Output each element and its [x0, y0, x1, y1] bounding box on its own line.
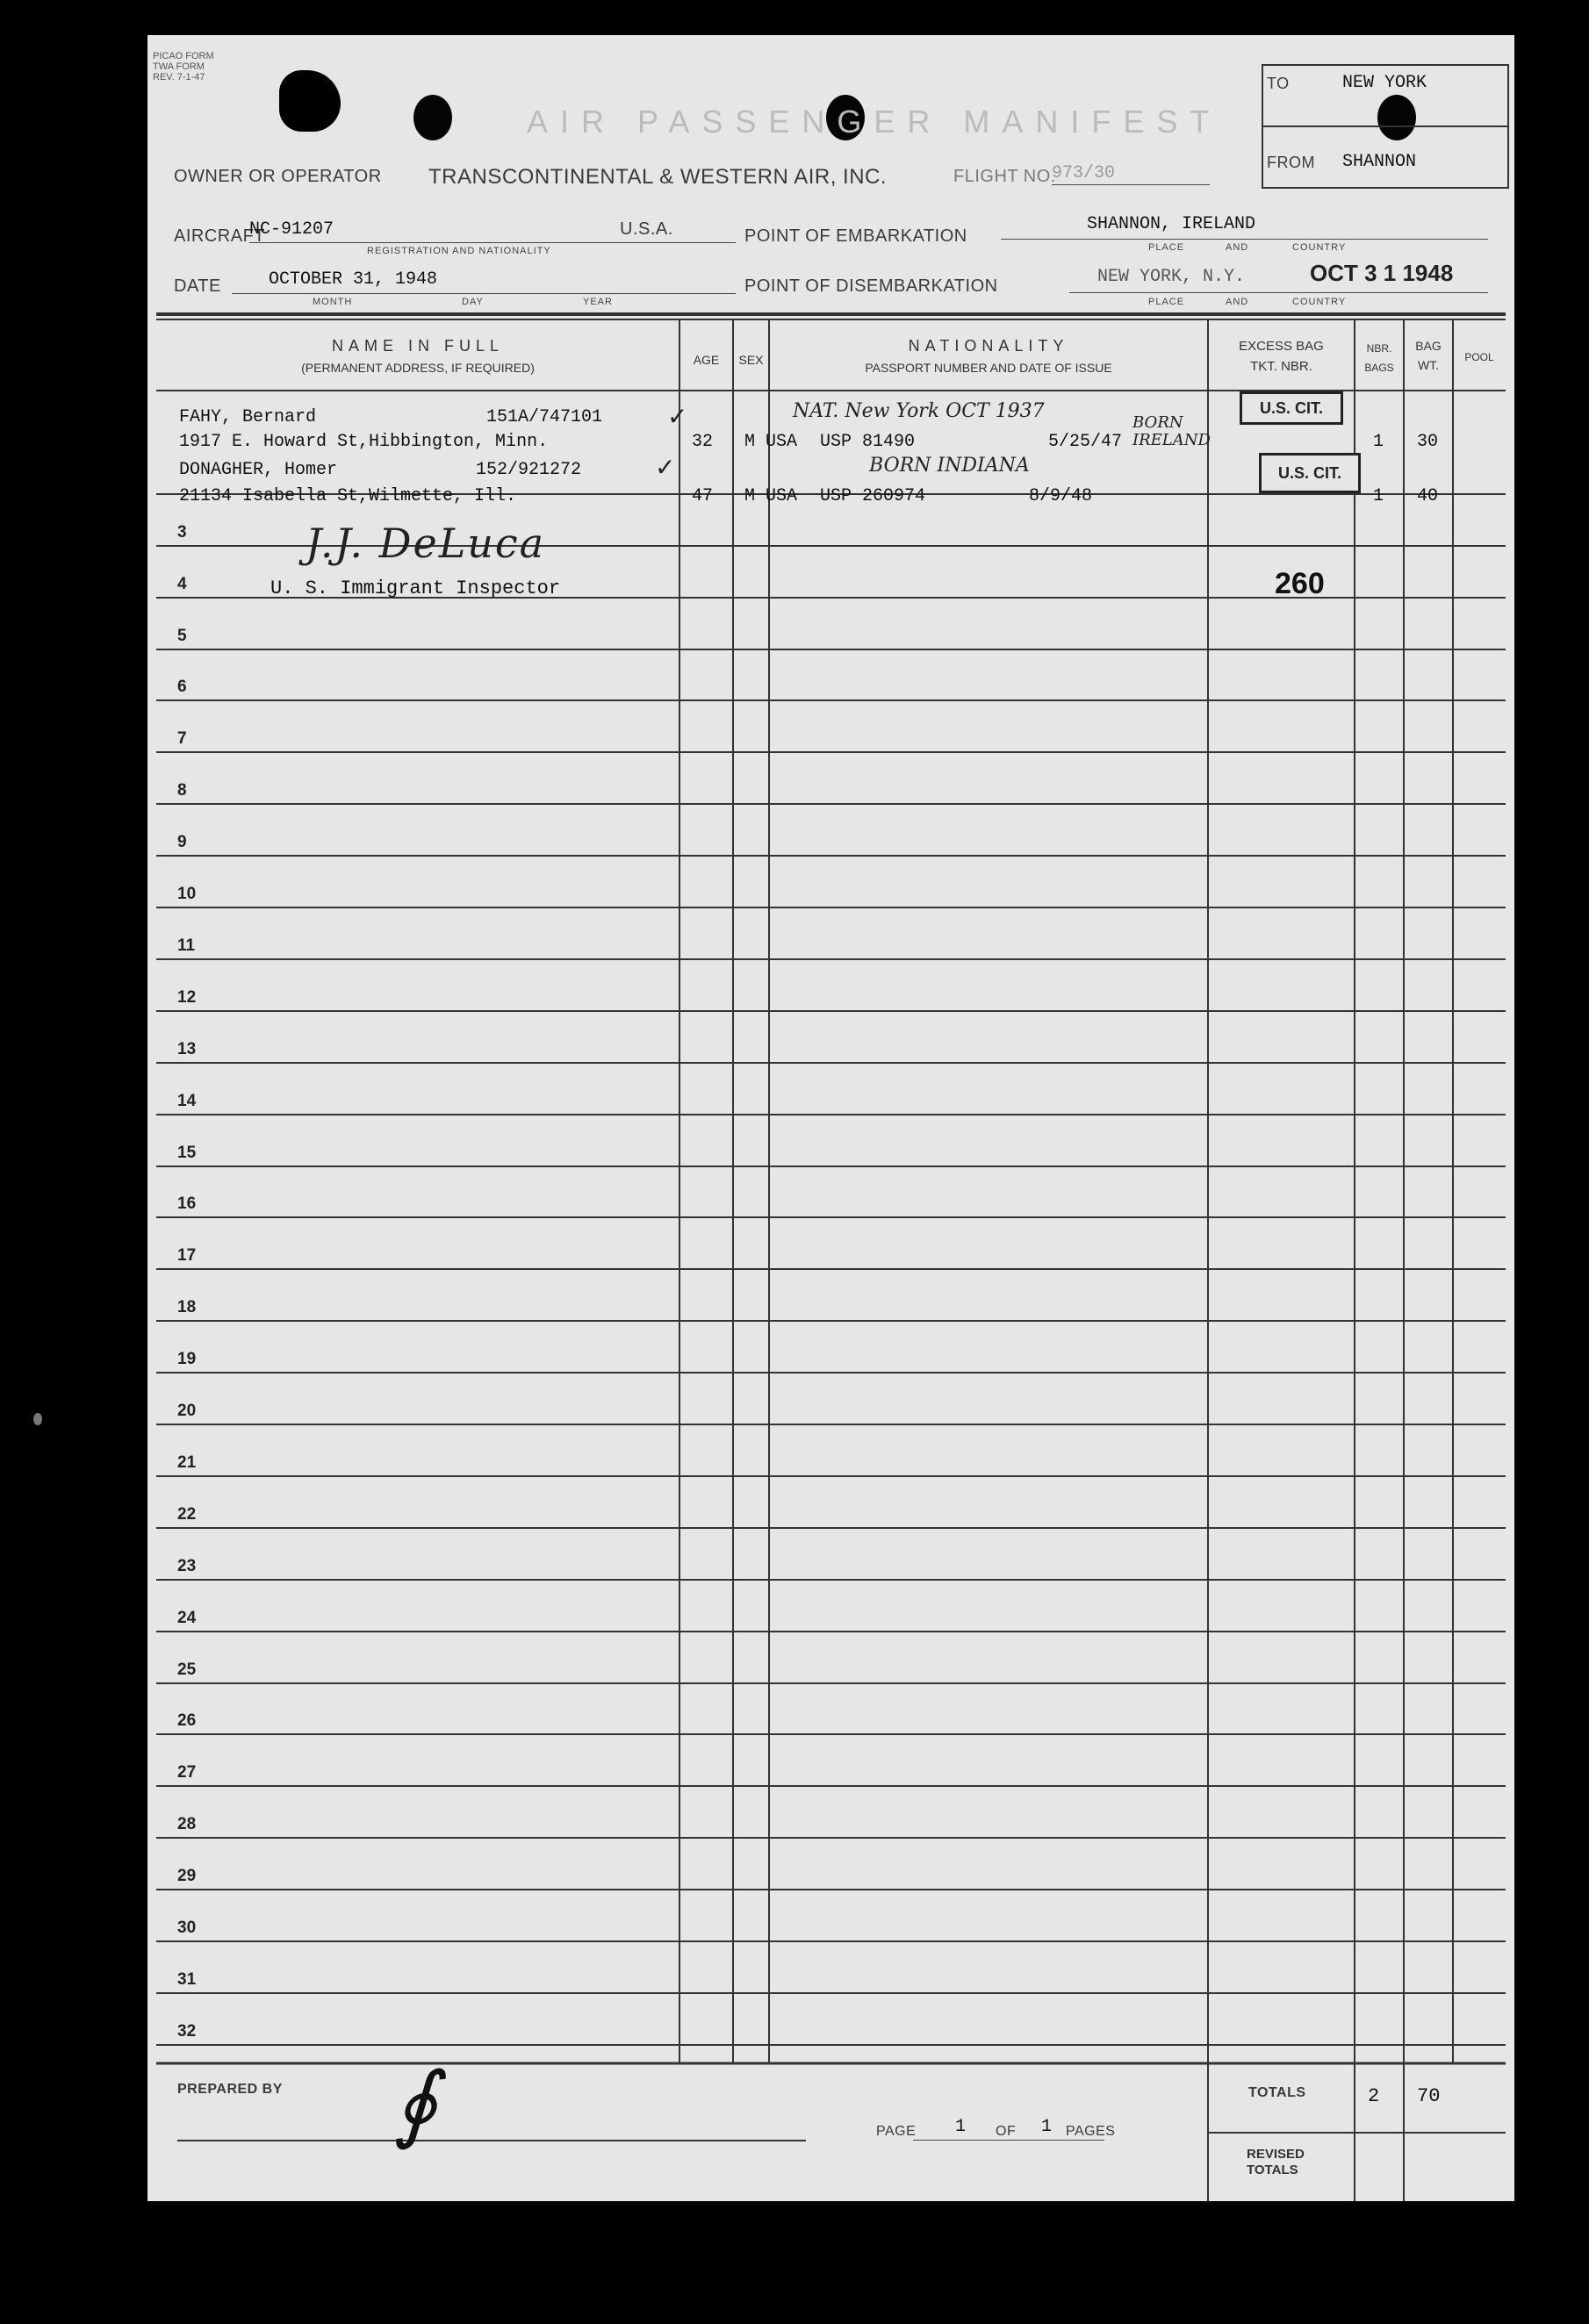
aircraft-nationality: U.S.A. [620, 219, 673, 239]
page-value: 1 [955, 2117, 967, 2137]
bag-count: 1 [1373, 486, 1384, 506]
to-label: TO [1267, 75, 1290, 92]
citizen-stamp: U.S. CIT. [1259, 453, 1361, 493]
place-sub-2: PLACE [1148, 297, 1185, 307]
header-pool: POOL [1464, 351, 1494, 363]
bag-weight: 30 [1417, 432, 1439, 452]
row-number: 11 [177, 936, 196, 955]
owner-label: OWNER OR OPERATOR [174, 167, 382, 186]
of-label: OF [996, 2124, 1017, 2139]
passenger-age: 47 [692, 486, 714, 506]
passenger-nationality: USA [766, 486, 798, 506]
header-nationality: NATIONALITY PASSPORT NUMBER AND DATE OF ISSUE [865, 337, 1112, 375]
row-number: 27 [177, 1763, 197, 1782]
passenger-sex: M [744, 486, 756, 506]
row-number: 22 [177, 1505, 197, 1524]
aircraft-sub: REGISTRATION AND NATIONALITY [367, 246, 551, 256]
header-age: AGE [693, 353, 720, 367]
check-mark-icon: ✓ [667, 402, 688, 431]
row-number: 4 [177, 575, 187, 593]
row-number: 12 [177, 988, 197, 1007]
and-sub: AND [1226, 242, 1249, 253]
year-sub: YEAR [583, 297, 613, 307]
row-number: 30 [177, 1919, 197, 1937]
place-sub: PLACE [1148, 242, 1185, 253]
row-number: 19 [177, 1350, 197, 1368]
passport-number: USP 81490 [820, 432, 916, 452]
passenger-ticket: 152/921272 [476, 460, 582, 480]
passenger-nationality: USA [766, 432, 798, 452]
preparer-signature-icon: ∮ [393, 2054, 438, 2152]
row-number: 20 [177, 1402, 197, 1420]
row-number: 10 [177, 885, 197, 903]
inspector-number: 260 [1275, 567, 1325, 600]
passenger-ticket: 151A/747101 [486, 407, 603, 427]
row-number: 14 [177, 1092, 197, 1110]
bag-count: 1 [1373, 432, 1384, 452]
form-id: PICAO FORM TWA FORM REV. 7-1-47 [153, 51, 214, 82]
prepared-label: PREPARED BY [177, 2082, 283, 2097]
totals-bags: 2 [1368, 2085, 1380, 2107]
date-value: OCTOBER 31, 1948 [269, 269, 438, 290]
page-label: PAGE [876, 2124, 917, 2139]
disembarkation-value: NEW YORK, N.Y. [1097, 267, 1246, 287]
born-note: BORN INDIANA [869, 455, 1030, 477]
row-number: 18 [177, 1298, 197, 1316]
passenger-sex: M [744, 432, 756, 452]
country-sub-2: COUNTRY [1292, 297, 1347, 307]
manifest-sheet [147, 35, 1514, 2201]
row-number: 25 [177, 1661, 197, 1679]
embarkation-value: SHANNON, IRELAND [1087, 214, 1256, 234]
check-mark-icon: ✓ [655, 453, 676, 482]
row-number: 8 [177, 781, 187, 800]
citizen-stamp: U.S. CIT. [1240, 391, 1343, 425]
passport-date: 5/25/47 [1048, 432, 1123, 452]
passenger-name: FAHY, Bernard [179, 407, 317, 427]
stray-mark [33, 1413, 42, 1425]
row-number: 17 [177, 1246, 197, 1265]
month-sub: MONTH [313, 297, 353, 307]
passport-number: USP 260974 [820, 486, 926, 506]
passenger-name: DONAGHER, Homer [179, 460, 338, 480]
row-number: 9 [177, 833, 187, 851]
aircraft-value: NC-91207 [249, 219, 334, 240]
passenger-address: 21134 Isabella St,Wilmette, Ill. [179, 486, 517, 506]
row-number: 31 [177, 1970, 197, 1989]
embarkation-label: POINT OF EMBARKATION [744, 226, 967, 246]
header-sex: SEX [738, 353, 764, 367]
inspector-title: U. S. Immigrant Inspector [270, 577, 561, 599]
row-number: 5 [177, 627, 187, 645]
row-number: 32 [177, 2022, 197, 2041]
row-number: 28 [177, 1815, 197, 1833]
row-number: 15 [177, 1144, 197, 1162]
revised-totals-label: REVISED TOTALS [1247, 2147, 1305, 2177]
header-nbr-bags: NBR. BAGS [1364, 342, 1394, 374]
of-value: 1 [1041, 2117, 1053, 2137]
totals-label: TOTALS [1248, 2085, 1306, 2100]
row-number: 6 [177, 678, 187, 696]
from-value: SHANNON [1342, 152, 1417, 172]
row-number: 16 [177, 1194, 197, 1213]
form-title: AIR PASSENGER MANIFEST [527, 104, 1222, 140]
header-excess-bag: EXCESS BAG TKT. NBR. [1239, 339, 1324, 374]
totals-weight: 70 [1417, 2085, 1441, 2107]
date-label: DATE [174, 276, 221, 296]
row-number: 21 [177, 1453, 197, 1472]
passenger-age: 32 [692, 432, 714, 452]
header-bag-wt: BAG WT. [1415, 339, 1442, 372]
from-label: FROM [1267, 154, 1315, 171]
flight-label: FLIGHT NO. [953, 167, 1056, 186]
date-stamp: OCT 3 1 1948 [1310, 260, 1454, 286]
row-number: 13 [177, 1040, 197, 1058]
row-number: 29 [177, 1867, 197, 1885]
naturalization-note: NAT. New York OCT 1937 [793, 400, 1045, 422]
and-sub-2: AND [1226, 297, 1249, 307]
row-number: 26 [177, 1711, 197, 1730]
header-name: NAME IN FULL (PERMANENT ADDRESS, IF REQUIRED) [301, 337, 535, 375]
inspector-signature: J.J. DeLuca [306, 520, 546, 567]
disembarkation-label: POINT OF DISEMBARKATION [744, 276, 998, 296]
row-number: 7 [177, 729, 187, 748]
to-value: NEW YORK [1342, 73, 1427, 93]
bag-weight: 40 [1417, 486, 1439, 506]
country-sub: COUNTRY [1292, 242, 1347, 253]
flight-value: 973/30 [1052, 163, 1116, 183]
passport-date: 8/9/48 [1029, 486, 1093, 506]
born-note: BORN IRELAND [1132, 413, 1211, 449]
row-number: 3 [177, 523, 187, 542]
aircraft-label: AIRCRAFT [174, 226, 265, 246]
passenger-address: 1917 E. Howard St,Hibbington, Minn. [179, 432, 549, 452]
pages-label: PAGES [1066, 2124, 1116, 2139]
row-number: 24 [177, 1609, 197, 1627]
row-number: 23 [177, 1557, 197, 1575]
owner-value: TRANSCONTINENTAL & WESTERN AIR, INC. [428, 165, 888, 189]
day-sub: DAY [462, 297, 484, 307]
